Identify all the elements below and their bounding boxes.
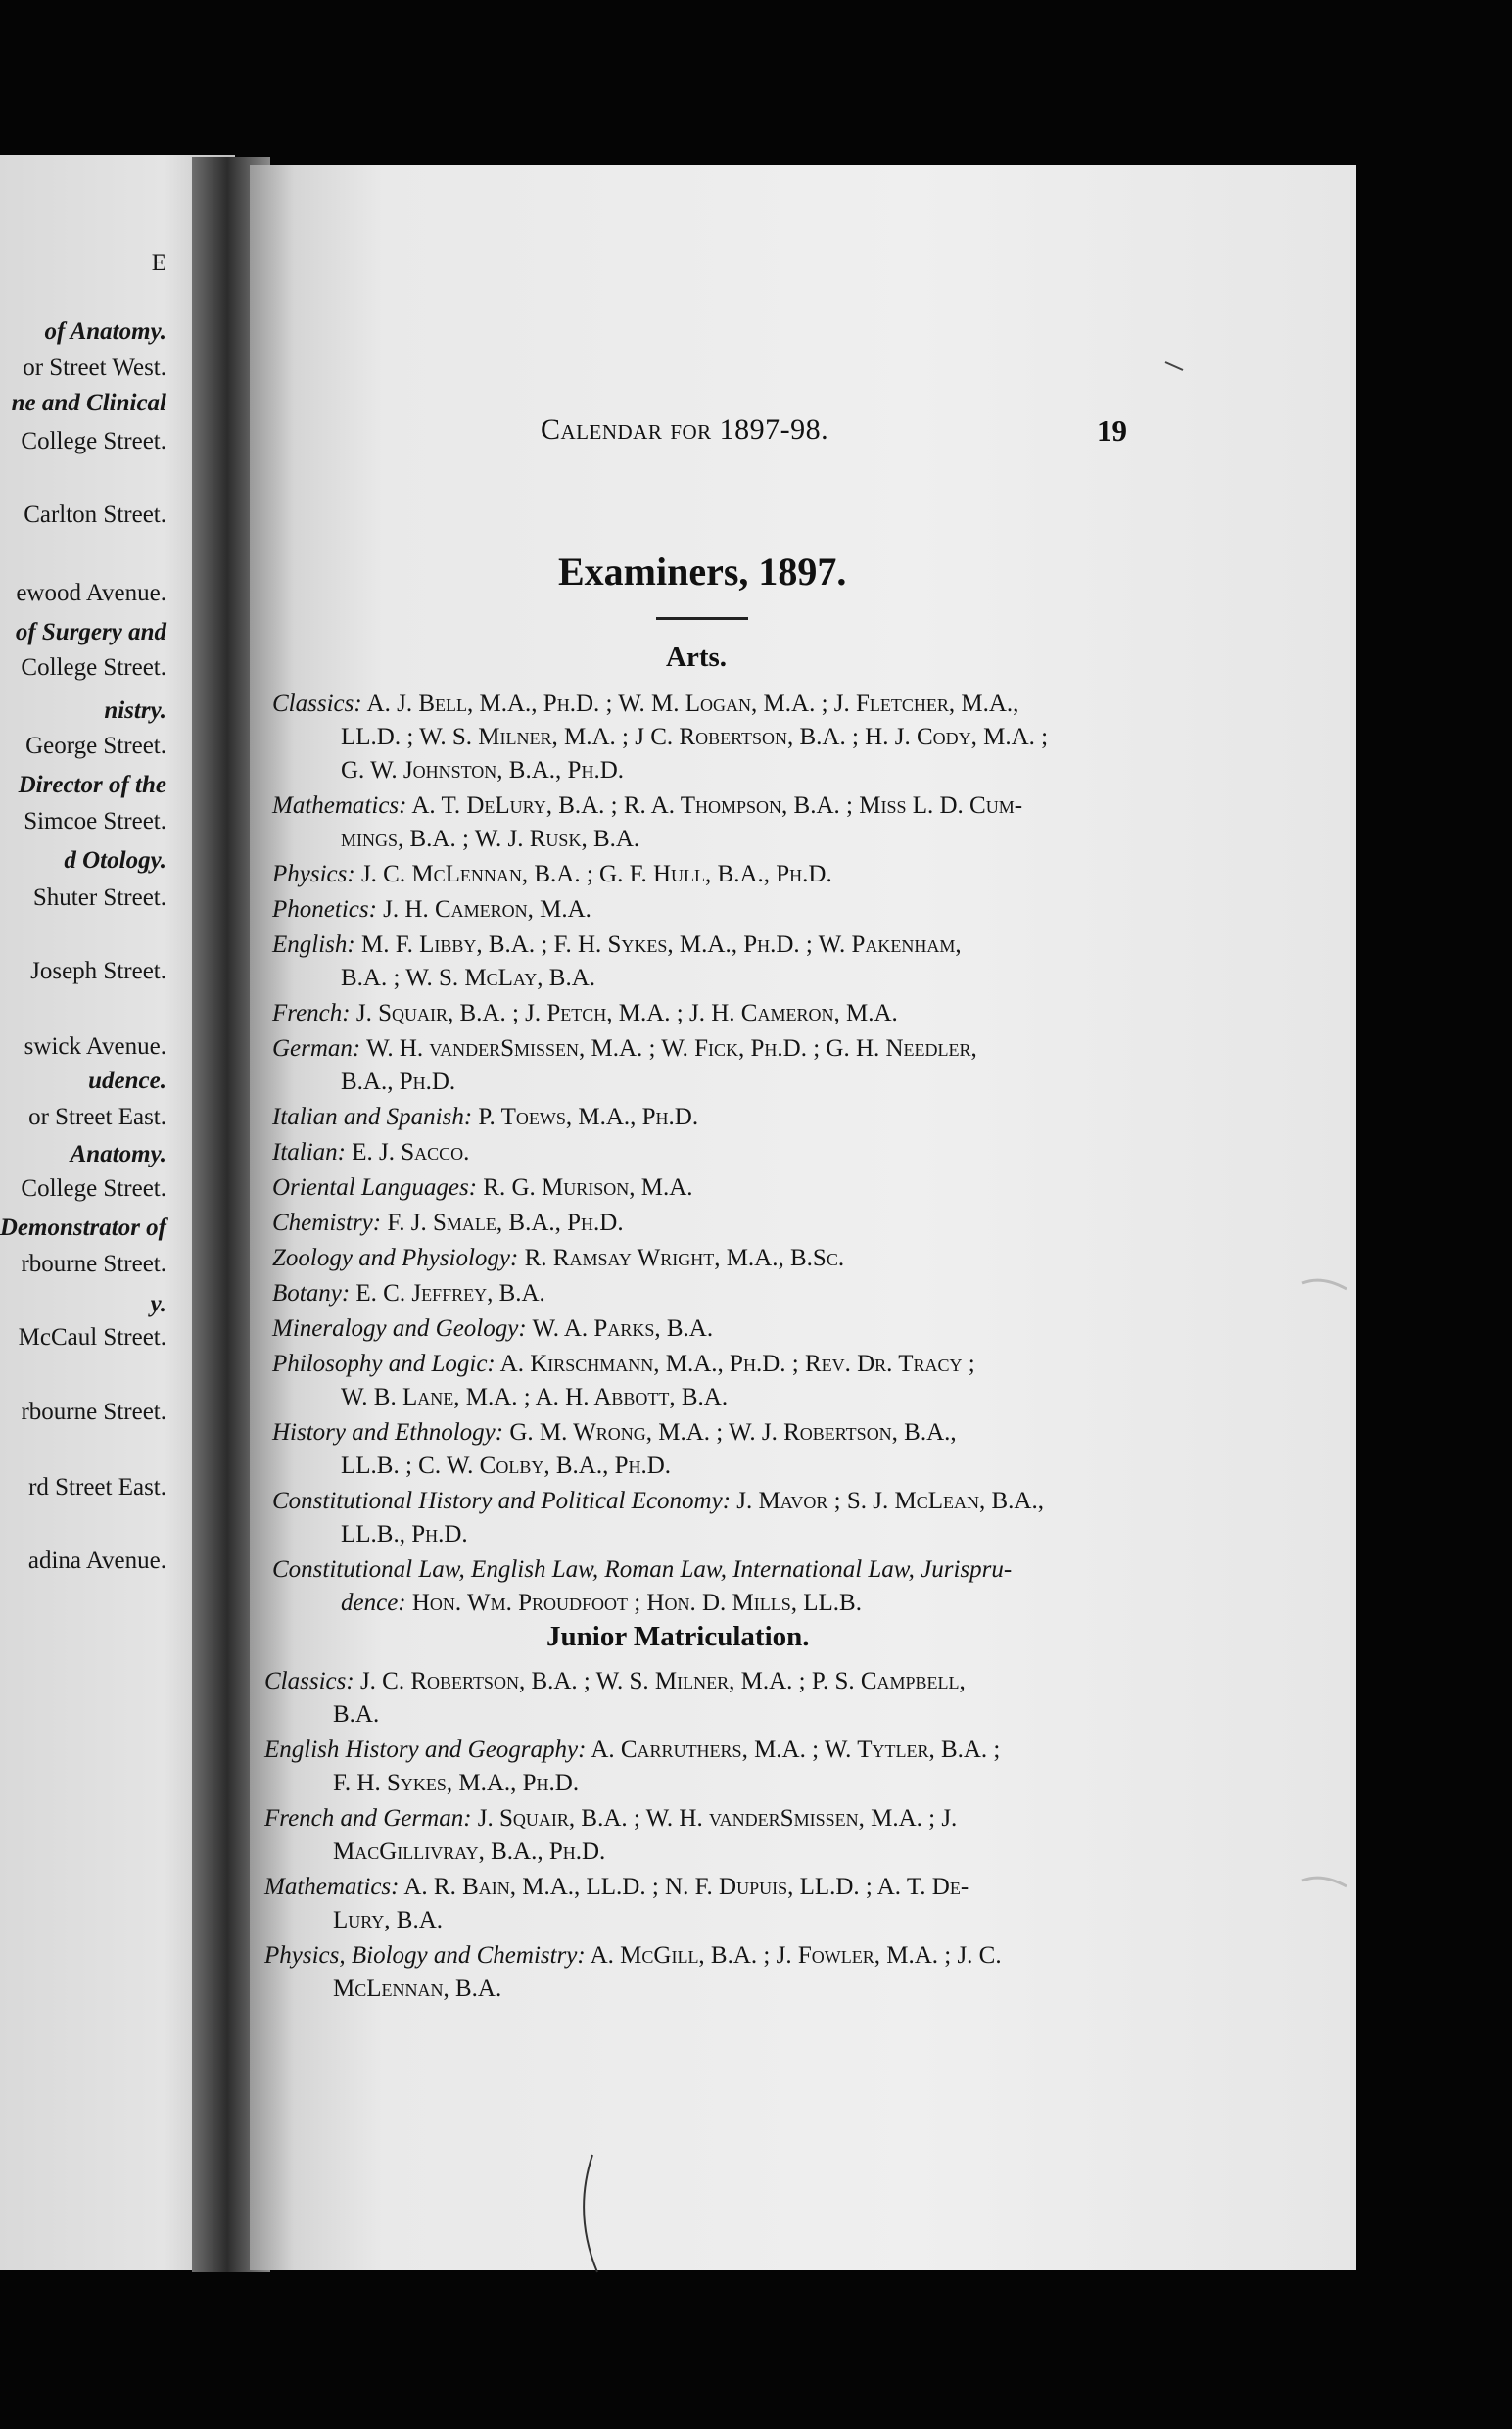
examiner-names: J. Squair, B.A. ; J. Petch, M.A. ; J. H. Cameron, M.A. (350, 1000, 898, 1026)
subject-label: Oriental Languages: (272, 1174, 478, 1201)
examiner-names: A. McGill, B.A. ; J. Fowler, M.A. ; J. C. (585, 1942, 1002, 1969)
entry-continuation: Lury, B.A. (333, 1907, 444, 1933)
entry-continuation: B.A. (333, 1701, 380, 1728)
page-number: 19 (1097, 413, 1127, 448)
left-page-line: rd Street East. (28, 1474, 166, 1500)
left-page-line: of Anatomy. (44, 318, 166, 345)
subject-label: Classics: (272, 691, 362, 717)
running-header: Calendar for 1897-98. (541, 413, 829, 446)
left-page-line: rbourne Street. (21, 1399, 166, 1425)
subject-label: Physics, Biology and Chemistry: (264, 1942, 586, 1969)
left-page-line: of Surgery and (15, 619, 166, 645)
left-page-line: Carlton Street. (24, 501, 166, 528)
entry-continuation: MacGillivray, B.A., Ph.D. (333, 1838, 606, 1865)
examiner-entry (272, 1416, 1134, 1483)
examiner-names: W. H. vanderSmissen, M.A. ; W. Fick, Ph.D. ; G. H. Needler, (360, 1035, 977, 1062)
left-page-line: ewood Avenue. (16, 580, 166, 606)
subject-label: French and German: (264, 1805, 472, 1832)
left-page-line: udence. (88, 1068, 166, 1094)
left-page-line: Director of the (18, 772, 166, 798)
section-heading: Junior Matriculation. (546, 1621, 810, 1652)
left-page-line: College Street. (21, 1175, 166, 1202)
subject-label: English: (272, 931, 355, 958)
left-page-line: swick Avenue. (24, 1033, 166, 1060)
left-page-line: or Street East. (28, 1104, 166, 1130)
examiner-names: W. A. Parks, B.A. (526, 1315, 714, 1342)
examiner-names: A. Carruthers, M.A. ; W. Tytler, B.A. ; (586, 1737, 1001, 1763)
left-page-line: ne and Clinical (11, 390, 166, 416)
examiner-entry (272, 1553, 1134, 1620)
examiner-entry (272, 1171, 1134, 1205)
subject-label: Mathematics: (272, 792, 407, 819)
subject-label: Botany: (272, 1280, 351, 1307)
entry-continuation: G. W. Johnston, B.A., Ph.D. (341, 757, 624, 784)
examiner-entry (264, 1802, 1126, 1869)
examiner-names: E. C. Jeffrey, B.A. (350, 1280, 545, 1307)
examiner-names: R. Ramsay Wright, M.A., B.Sc. (518, 1245, 845, 1271)
examiner-entry (264, 1871, 1126, 1937)
examiner-names: R. G. Murison, M.A. (477, 1174, 693, 1201)
subject-label: History and Ethnology: (272, 1419, 504, 1446)
left-page-line: nistry. (104, 697, 166, 724)
examiner-entry (272, 929, 1134, 995)
subject-label: Mathematics: (264, 1874, 400, 1900)
left-page-line: adina Avenue. (27, 1548, 166, 1574)
subject-label: Italian and Spanish: (272, 1104, 473, 1130)
section-heading: Arts. (666, 642, 728, 673)
subject-label: Constitutional Law, English Law, Roman Law, International Law, Jurispru- (272, 1556, 1013, 1583)
examiner-entry (272, 1207, 1134, 1240)
left-page-line: d Otology. (64, 847, 166, 874)
page-title: Examiners, 1897. (558, 549, 847, 594)
subject-label: Chemistry: (272, 1210, 382, 1236)
examiner-names: J. C. McLennan, B.A. ; G. F. Hull, B.A., Ph.D. (354, 861, 832, 887)
entry-continuation: LL.D. ; W. S. Milner, M.A. ; J C. Robertson, B.A. ; H. J. Cody, M.A. ; (341, 724, 1049, 750)
left-page-line: or Street West. (23, 355, 166, 381)
examiner-names: J. C. Robertson, B.A. ; W. S. Milner, M.A. ; P. S. Campbell, (354, 1668, 966, 1694)
left-page-line: Simcoe Street. (24, 808, 166, 834)
entry-continuation: B.A. ; W. S. McLay, B.A. (341, 965, 596, 991)
examiner-names: E. J. Sacco. (346, 1139, 470, 1166)
examiner-entry (272, 997, 1134, 1030)
entry-continuation: LL.B., Ph.D. (341, 1521, 468, 1548)
examiner-entry (272, 1101, 1134, 1134)
entry-continuation: McLennan, B.A. (333, 1976, 502, 2002)
entry-continuation: mings, B.A. ; W. J. Rusk, B.A. (341, 826, 640, 852)
subject-label: Phonetics: (272, 896, 377, 923)
entry-continuation: F. H. Sykes, M.A., Ph.D. (333, 1770, 580, 1796)
subject-label: Classics: (264, 1668, 354, 1694)
entry-continuation: dence: Hon. Wm. Proudfoot ; Hon. D. Mills, LL.B. (341, 1590, 862, 1616)
examiner-entry (272, 1485, 1134, 1551)
subject-label: Italian: (272, 1139, 346, 1166)
left-page-line: Demonstrator of (0, 1214, 166, 1241)
left-page-line: College Street. (21, 654, 166, 681)
examiner-names: A. Kirschmann, M.A., Ph.D. ; Rev. Dr. Tracy ; (495, 1351, 975, 1377)
subject-label: English History and Geography: (264, 1737, 587, 1763)
left-page-line: McCaul Street. (18, 1324, 166, 1351)
examiner-entry (272, 1348, 1134, 1414)
examiner-names: A. R. Bain, M.A., LL.D. ; N. F. Dupuis, LL.D. ; A. T. De- (399, 1874, 969, 1900)
examiner-entry (272, 858, 1134, 891)
examiner-names: J. Squair, B.A. ; W. H. vanderSmissen, M.A. ; J. (471, 1805, 958, 1832)
examiner-entry (264, 1734, 1126, 1800)
entry-continuation: W. B. Lane, M.A. ; A. H. Abbott, B.A. (341, 1384, 729, 1410)
examiner-names: A. J. Bell, M.A., Ph.D. ; W. M. Logan, M.A. ; J. Fletcher, M.A., (361, 691, 1019, 717)
left-page-line: E (151, 250, 166, 276)
examiner-names: J. H. Cameron, M.A. (376, 896, 591, 923)
left-page-line: Shuter Street. (32, 884, 166, 911)
examiner-names: P. Toews, M.A., Ph.D. (472, 1104, 699, 1130)
examiner-names: G. M. Wrong, M.A. ; W. J. Robertson, B.A., (503, 1419, 957, 1446)
examiner-entry (272, 1277, 1134, 1310)
left-page-line: College Street. (21, 428, 166, 454)
left-page-line: Anatomy. (70, 1141, 166, 1167)
examiner-entry (264, 1939, 1126, 2006)
examiner-entry (264, 1665, 1126, 1732)
subject-label: German: (272, 1035, 361, 1062)
examiner-entry (272, 893, 1134, 927)
entry-continuation: B.A., Ph.D. (341, 1069, 456, 1095)
examiner-entry (272, 688, 1134, 787)
left-page-line: rbourne Street. (21, 1251, 166, 1277)
examiner-names: A. T. DeLury, B.A. ; R. A. Thompson, B.A. ; Miss L. D. Cum- (406, 792, 1023, 819)
title-rule (656, 617, 748, 620)
subject-label: Philosophy and Logic: (272, 1351, 496, 1377)
subject-label: Zoology and Physiology: (272, 1245, 519, 1271)
subject-label: Mineralogy and Geology: (272, 1315, 527, 1342)
left-page-line: George Street. (25, 733, 166, 759)
examiner-entry (272, 1032, 1134, 1099)
examiner-entry (272, 1312, 1134, 1346)
left-page-line: Joseph Street. (30, 958, 166, 984)
subject-label: Constitutional History and Political Economy: (272, 1488, 732, 1514)
entry-continuation: LL.B. ; C. W. Colby, B.A., Ph.D. (341, 1453, 672, 1479)
examiner-names: M. F. Libby, B.A. ; F. H. Sykes, M.A., Ph.D. ; W. Pakenham, (354, 931, 962, 958)
examiner-entry (272, 1136, 1134, 1169)
subject-label: French: (272, 1000, 351, 1026)
examiner-entry (272, 789, 1134, 856)
examiner-entry (272, 1242, 1134, 1275)
examiner-names: J. Mavor ; S. J. McLean, B.A., (731, 1488, 1044, 1514)
examiner-names: F. J. Smale, B.A., Ph.D. (381, 1210, 624, 1236)
subject-label: Physics: (272, 861, 355, 887)
left-page-line: y. (150, 1291, 166, 1317)
